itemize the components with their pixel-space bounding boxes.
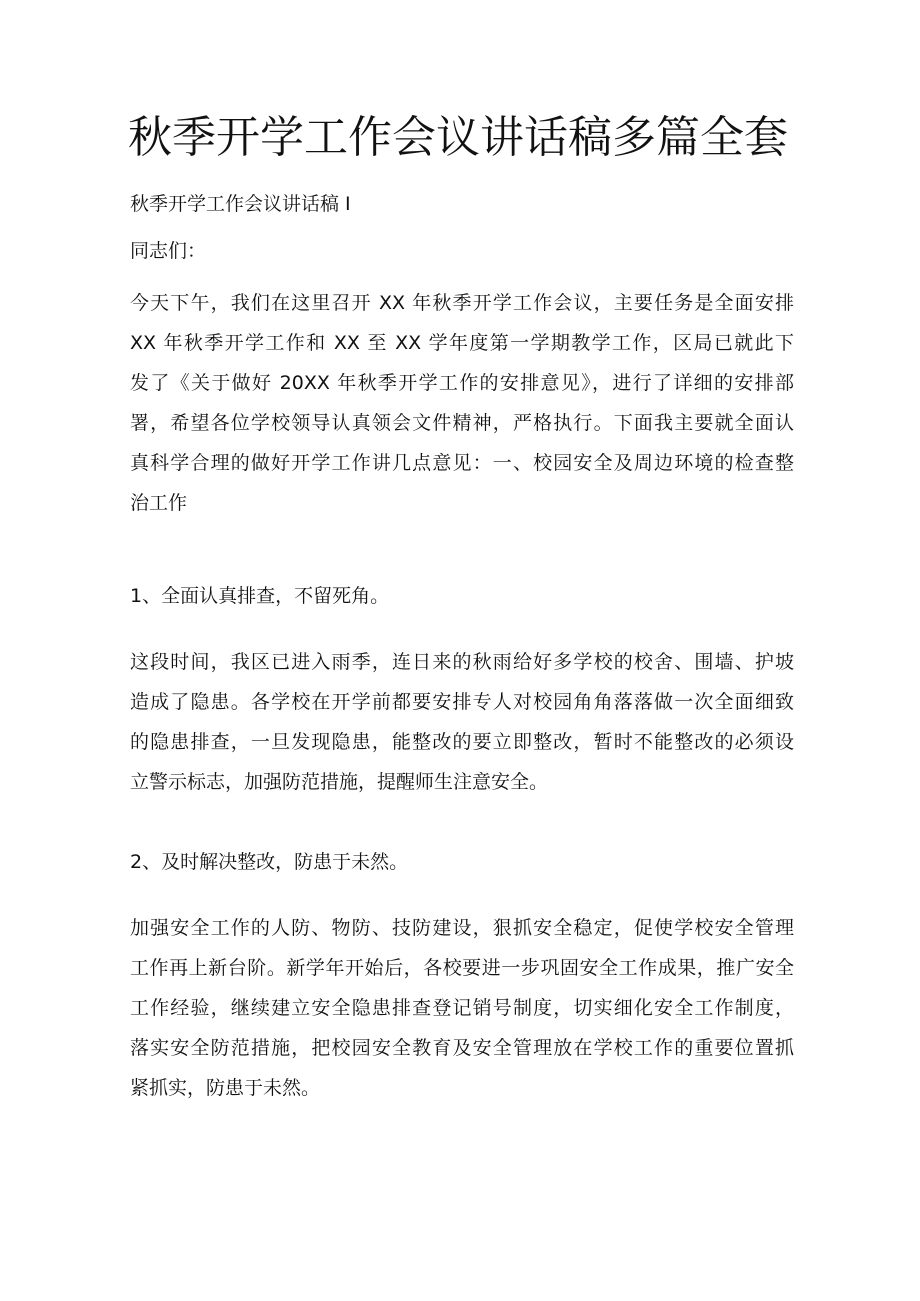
section-1-paragraph xyxy=(130,642,794,802)
paragraph-line: 造成了隐患。各学校在开学前都要安排专人对校园角角落落做一次全面细致 xyxy=(130,691,794,713)
paragraph-line: 署，希望各位学校领导认真领会文件精神，严格执行。下面我主要就全面认 xyxy=(130,412,794,434)
document-title: 秋季开学工作会议讲话稿多篇全套 xyxy=(128,112,788,163)
paragraph-line: XX 年秋季开学工作和 XX 至 XX 学年度第一学期教学工作，区局已就此下 xyxy=(130,332,794,354)
salutation: 同志们： xyxy=(130,240,207,262)
paragraph-line: 的隐患排查，一旦发现隐患，能整改的要立即整改，暂时不能整改的必须设 xyxy=(130,731,794,753)
paragraph-line: 工作经验，继续建立安全隐患排查登记销号制度，切实细化安全工作制度， xyxy=(130,997,794,1019)
paragraph-line: 立警示标志，加强防范措施，提醒师生注意安全。 xyxy=(130,771,549,793)
paragraph-line: 今天下午，我们在这里召开 XX 年秋季开学工作会议，主要任务是全面安排 xyxy=(130,292,794,314)
section-1-heading: 1、全面认真排查，不留死角。 xyxy=(130,585,390,607)
document-subtitle: 秋季开学工作会议讲话稿 I xyxy=(130,193,351,215)
paragraph-line: 治工作 xyxy=(130,492,188,514)
paragraph-line: 真科学合理的做好开学工作讲几点意见：一、校园安全及周边环境的检查整 xyxy=(130,452,794,474)
section-2-paragraph xyxy=(130,908,794,1108)
paragraph-line: 加强安全工作的人防、物防、技防建设，狠抓安全稳定，促使学校安全管理 xyxy=(130,917,794,939)
paragraph-line: 这段时间，我区已进入雨季，连日来的秋雨给好多学校的校舍、围墙、护坡 xyxy=(130,651,794,673)
paragraph-line: 落实安全防范措施，把校园安全教育及安全管理放在学校工作的重要位置抓 xyxy=(130,1037,794,1059)
paragraph-line: 发了《关于做好 20XX 年秋季开学工作的安排意见》，进行了详细的安排部 xyxy=(130,372,794,394)
paragraph-line: 紧抓实，防患于未然。 xyxy=(130,1077,321,1099)
intro-paragraph xyxy=(130,283,794,523)
section-2-heading: 2、及时解决整改，防患于未然。 xyxy=(130,851,409,873)
paragraph-line: 工作再上新台阶。新学年开始后，各校要进一步巩固安全工作成果，推广安全 xyxy=(130,957,794,979)
